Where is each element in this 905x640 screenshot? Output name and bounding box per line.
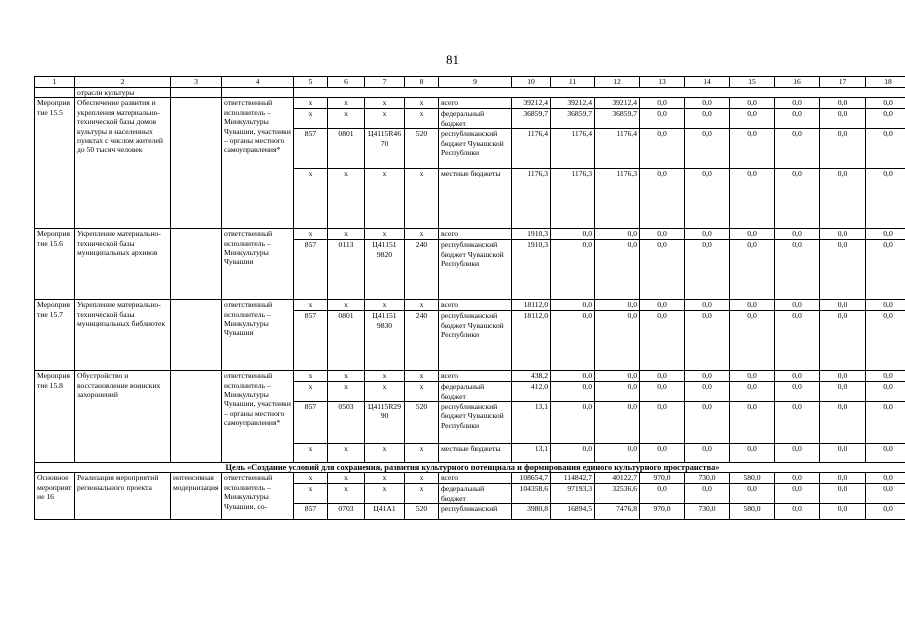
- table-cell: республиканский: [439, 504, 512, 520]
- table-cell: 0,0: [551, 382, 595, 402]
- table-cell: 0,0: [820, 402, 866, 444]
- table-cell: x: [365, 109, 405, 129]
- table-cell: x: [294, 473, 328, 484]
- table-row: [35, 98, 905, 109]
- table-cell: 0,0: [640, 240, 685, 300]
- table-cell: x: [405, 98, 439, 109]
- table-cell: 1176,3: [595, 169, 640, 229]
- table-cell: 520: [405, 504, 439, 520]
- table-cell: 0,0: [595, 311, 640, 371]
- table-cell: 0,0: [595, 444, 640, 463]
- table-cell: 0,0: [866, 402, 905, 444]
- table-cell: 0,0: [685, 371, 730, 382]
- table-cell: 0,0: [820, 444, 866, 463]
- table-cell: 0,0: [866, 444, 905, 463]
- table-cell: x: [328, 300, 365, 311]
- table-cell: 0,0: [685, 484, 730, 504]
- table-cell: 0,0: [595, 382, 640, 402]
- table-cell: всего: [439, 229, 512, 240]
- column-header: 17: [820, 77, 866, 88]
- table-cell: 0,0: [866, 300, 905, 311]
- column-header: 6: [328, 77, 365, 88]
- table-cell: 730,0: [685, 473, 730, 484]
- table-cell: Укрепление материально-технической базы муниципальных архивов: [75, 229, 171, 300]
- table-cell: x: [405, 371, 439, 382]
- table-cell: 0,0: [866, 229, 905, 240]
- table-cell: x: [405, 169, 439, 229]
- table-cell: 0,0: [730, 444, 775, 463]
- table-cell: 36859,7: [551, 109, 595, 129]
- table-cell: 0,0: [820, 311, 866, 371]
- table-cell: 0,0: [640, 444, 685, 463]
- table-cell: 0,0: [640, 229, 685, 240]
- table-cell: 0,0: [685, 98, 730, 109]
- table-cell: 412,0: [512, 382, 551, 402]
- table-cell: [171, 371, 222, 463]
- table-cell: Ц4115R2990: [365, 402, 405, 444]
- table-cell: 970,0: [640, 504, 685, 520]
- table-cell: x: [294, 371, 328, 382]
- table-cell: 0,0: [730, 98, 775, 109]
- table-cell: 0,0: [866, 382, 905, 402]
- table-row: [35, 473, 905, 484]
- table-cell: 0,0: [730, 300, 775, 311]
- table-cell: Мероприятие 15.8: [35, 371, 75, 463]
- table-cell: 0,0: [730, 484, 775, 504]
- table-cell: 18112,0: [512, 300, 551, 311]
- table-cell: Основное мероприятие 16: [35, 473, 75, 520]
- table-cell: 1910,3: [512, 229, 551, 240]
- table-row: [35, 88, 905, 98]
- column-header: 9: [439, 77, 512, 88]
- table-cell: 0,0: [640, 311, 685, 371]
- table-cell: 0,0: [685, 382, 730, 402]
- table-cell: x: [365, 371, 405, 382]
- table-cell: 0,0: [866, 311, 905, 371]
- table-cell: 0,0: [685, 129, 730, 169]
- table-cell: 1176,3: [551, 169, 595, 229]
- table-cell: 36859,7: [595, 109, 640, 129]
- table-cell: 0,0: [775, 129, 820, 169]
- table-cell: Мероприятие 15.5: [35, 98, 75, 229]
- table-cell: 0,0: [685, 169, 730, 229]
- table-cell: всего: [439, 371, 512, 382]
- table-cell: 0,0: [730, 169, 775, 229]
- table-cell: 580,0: [730, 473, 775, 484]
- table-cell: x: [405, 109, 439, 129]
- table-cell: местные бюджеты: [439, 444, 512, 463]
- table-cell: ответственный исполнитель – Минкультуры Чувашии, участники – органы местного самоуправления*: [222, 98, 294, 229]
- column-header: 12: [595, 77, 640, 88]
- page-number: 81: [446, 52, 459, 67]
- table-cell: [171, 300, 222, 371]
- column-header: 2: [75, 77, 171, 88]
- column-header: 8: [405, 77, 439, 88]
- table-cell: x: [328, 371, 365, 382]
- table-cell: x: [405, 473, 439, 484]
- table-cell: x: [365, 300, 405, 311]
- table-cell: 0,0: [775, 504, 820, 520]
- table-cell: 0,0: [775, 473, 820, 484]
- table-cell: республиканский бюджет Чувашской Республики: [439, 402, 512, 444]
- table-cell: 0,0: [775, 484, 820, 504]
- budget-table: [34, 76, 905, 520]
- table-cell: 0,0: [866, 473, 905, 484]
- table-cell: отрасли культуры: [75, 88, 171, 98]
- table-cell: [35, 88, 75, 98]
- table-cell: 108654,7: [512, 473, 551, 484]
- table-cell: 39212,4: [551, 98, 595, 109]
- table-cell: x: [328, 444, 365, 463]
- goal-heading: Цель «Создание условий для сохранения, развития культурного потенциала и формирования единого культурного пространства»: [35, 463, 905, 473]
- table-cell: 0,0: [595, 240, 640, 300]
- table-cell: 0,0: [775, 444, 820, 463]
- column-header: 7: [365, 77, 405, 88]
- table-cell: 1176,4: [595, 129, 640, 169]
- table-cell: 0,0: [730, 109, 775, 129]
- table-cell: 0,0: [775, 371, 820, 382]
- table-cell: 0801: [328, 129, 365, 169]
- table-cell: 0,0: [866, 484, 905, 504]
- table-cell: x: [294, 300, 328, 311]
- table-cell: 0,0: [551, 229, 595, 240]
- header-row: [35, 77, 905, 88]
- table-cell: всего: [439, 98, 512, 109]
- column-header: 16: [775, 77, 820, 88]
- table-cell: 0,0: [775, 229, 820, 240]
- table-cell: 0,0: [820, 109, 866, 129]
- table-cell: x: [294, 382, 328, 402]
- table-cell: 0,0: [595, 371, 640, 382]
- table-cell: [171, 88, 222, 98]
- table-cell: x: [294, 109, 328, 129]
- table-cell: федеральный бюджет: [439, 382, 512, 402]
- table-cell: республиканский бюджет Чувашской Республики: [439, 240, 512, 300]
- table-cell: x: [365, 169, 405, 229]
- table-cell: Ц41151 9820: [365, 240, 405, 300]
- table-cell: 36859,7: [512, 109, 551, 129]
- table-cell: 0,0: [775, 109, 820, 129]
- table-cell: 0,0: [685, 402, 730, 444]
- table-cell: 0,0: [866, 371, 905, 382]
- table-cell: x: [365, 229, 405, 240]
- table-cell: 0,0: [820, 300, 866, 311]
- table-cell: x: [405, 484, 439, 504]
- table-cell: 0,0: [866, 129, 905, 169]
- column-header: 11: [551, 77, 595, 88]
- table-cell: 18112,0: [512, 311, 551, 371]
- table-cell: [222, 88, 294, 98]
- table-cell: 0,0: [775, 382, 820, 402]
- column-header: 14: [685, 77, 730, 88]
- table-cell: Ц41151 9830: [365, 311, 405, 371]
- table-cell: 0,0: [685, 109, 730, 129]
- table-cell: x: [328, 229, 365, 240]
- table-cell: x: [294, 98, 328, 109]
- table-cell: 0,0: [730, 402, 775, 444]
- table-cell: x: [328, 473, 365, 484]
- table-cell: x: [405, 229, 439, 240]
- table-cell: 0,0: [820, 504, 866, 520]
- table-cell: 0,0: [775, 98, 820, 109]
- table-cell: 0,0: [820, 98, 866, 109]
- table-cell: федеральный бюджет: [439, 484, 512, 504]
- table-cell: 0,0: [820, 371, 866, 382]
- table-row: [35, 371, 905, 382]
- table-cell: 580,0: [730, 504, 775, 520]
- table-cell: 970,0: [640, 473, 685, 484]
- table-cell: 13,1: [512, 444, 551, 463]
- table-cell: 39212,4: [512, 98, 551, 109]
- table-cell: 857: [294, 129, 328, 169]
- table-cell: x: [294, 229, 328, 240]
- table-cell: 438,2: [512, 371, 551, 382]
- table-cell: 0,0: [820, 229, 866, 240]
- table-cell: Укрепление материально-технической базы муниципальных библиотек: [75, 300, 171, 371]
- table-cell: x: [328, 484, 365, 504]
- table-cell: 0,0: [640, 371, 685, 382]
- table-cell: Реализация мероприятий регионального проекта: [75, 473, 171, 520]
- table-cell: 16894,5: [551, 504, 595, 520]
- table-cell: 0,0: [820, 129, 866, 169]
- table-cell: 0,0: [640, 382, 685, 402]
- table-cell: республиканский бюджет Чувашской Республики: [439, 129, 512, 169]
- table-cell: x: [328, 382, 365, 402]
- table-cell: [294, 88, 905, 98]
- column-header: 5: [294, 77, 328, 88]
- table-cell: 97193,3: [551, 484, 595, 504]
- table-cell: 1910,3: [512, 240, 551, 300]
- column-header: 13: [640, 77, 685, 88]
- table-cell: местные бюджеты: [439, 169, 512, 229]
- table-cell: ответственный исполнитель – Минкультуры Чувашии: [222, 300, 294, 371]
- table-cell: 7476,8: [595, 504, 640, 520]
- table-cell: x: [365, 98, 405, 109]
- goal-row: [35, 463, 905, 473]
- table-cell: 0,0: [866, 240, 905, 300]
- table-cell: 0,0: [685, 229, 730, 240]
- table-cell: 0,0: [775, 402, 820, 444]
- column-header: 1: [35, 77, 75, 88]
- table-cell: всего: [439, 300, 512, 311]
- table-cell: 0,0: [685, 311, 730, 371]
- table-cell: 857: [294, 402, 328, 444]
- table-cell: 0,0: [640, 300, 685, 311]
- table-cell: 0,0: [820, 382, 866, 402]
- table-cell: 114842,7: [551, 473, 595, 484]
- table-cell: ответственный исполнитель – Минкультуры Чувашии: [222, 229, 294, 300]
- table-cell: 0,0: [640, 109, 685, 129]
- table-cell: 104358,6: [512, 484, 551, 504]
- table-cell: 0,0: [551, 311, 595, 371]
- column-header: 15: [730, 77, 775, 88]
- table-cell: 0,0: [730, 382, 775, 402]
- table-cell: 0,0: [730, 240, 775, 300]
- table-cell: 0,0: [866, 98, 905, 109]
- table-cell: x: [328, 169, 365, 229]
- table-cell: x: [405, 382, 439, 402]
- table-cell: 0,0: [640, 169, 685, 229]
- table-cell: 0,0: [640, 129, 685, 169]
- table-cell: 3980,8: [512, 504, 551, 520]
- table-cell: x: [294, 484, 328, 504]
- table-cell: 39212,4: [595, 98, 640, 109]
- table-cell: 0,0: [551, 402, 595, 444]
- table-cell: 0,0: [866, 504, 905, 520]
- table-cell: x: [365, 382, 405, 402]
- table-cell: Ц41А1: [365, 504, 405, 520]
- table-cell: 0,0: [820, 473, 866, 484]
- table-cell: 0703: [328, 504, 365, 520]
- table-cell: 0,0: [730, 371, 775, 382]
- table-row: [35, 229, 905, 240]
- table-cell: 1176,4: [512, 129, 551, 169]
- table-cell: 520: [405, 402, 439, 444]
- table-cell: 0,0: [551, 300, 595, 311]
- table-cell: Мероприятие 15.7: [35, 300, 75, 371]
- table-cell: 1176,3: [512, 169, 551, 229]
- table-cell: 0,0: [866, 109, 905, 129]
- table-cell: x: [328, 109, 365, 129]
- table-cell: Обеспечение развития и укрепления материально-технической базы домов культуры в населенных пунктах с числом жителей до 50 тысяч человек: [75, 98, 171, 229]
- table-cell: Обустройство и восстановление воинских захоронений: [75, 371, 171, 463]
- table-cell: Ц4115R4670: [365, 129, 405, 169]
- table-cell: 0,0: [640, 484, 685, 504]
- table-cell: x: [365, 444, 405, 463]
- table-cell: 32536,6: [595, 484, 640, 504]
- table-cell: 0,0: [820, 240, 866, 300]
- table-cell: 0,0: [775, 169, 820, 229]
- table-cell: 857: [294, 311, 328, 371]
- table-cell: 13,1: [512, 402, 551, 444]
- table-cell: 0,0: [775, 311, 820, 371]
- table-cell: x: [294, 444, 328, 463]
- table-cell: x: [365, 473, 405, 484]
- table-cell: 0,0: [866, 169, 905, 229]
- table-cell: x: [328, 98, 365, 109]
- table-cell: 0,0: [595, 229, 640, 240]
- table-row: [35, 300, 905, 311]
- table-cell: 240: [405, 311, 439, 371]
- table-cell: Мероприятие 15.6: [35, 229, 75, 300]
- table-cell: 0,0: [595, 402, 640, 444]
- column-header: 4: [222, 77, 294, 88]
- table-cell: 0,0: [775, 300, 820, 311]
- table-cell: x: [365, 484, 405, 504]
- column-header: 10: [512, 77, 551, 88]
- table-cell: 0,0: [685, 240, 730, 300]
- table-cell: 0,0: [551, 240, 595, 300]
- table-cell: 0,0: [640, 402, 685, 444]
- table-cell: 0,0: [730, 229, 775, 240]
- table-cell: [171, 229, 222, 300]
- table-cell: x: [294, 169, 328, 229]
- table-cell: 0,0: [820, 169, 866, 229]
- table-cell: x: [405, 300, 439, 311]
- table-cell: 0113: [328, 240, 365, 300]
- table-cell: 1176,4: [551, 129, 595, 169]
- table-cell: 40122,7: [595, 473, 640, 484]
- table-cell: 0503: [328, 402, 365, 444]
- table-cell: 730,0: [685, 504, 730, 520]
- table-cell: ответственный исполнитель – Минкультуры Чувашии, со-: [222, 473, 294, 520]
- table-cell: республиканский бюджет Чувашской Республики: [439, 311, 512, 371]
- table-cell: всего: [439, 473, 512, 484]
- table-cell: 520: [405, 129, 439, 169]
- table-cell: 0,0: [685, 444, 730, 463]
- table-cell: 857: [294, 504, 328, 520]
- table-cell: 240: [405, 240, 439, 300]
- column-header: 3: [171, 77, 222, 88]
- table-cell: федеральный бюджет: [439, 109, 512, 129]
- table-cell: x: [405, 444, 439, 463]
- table-cell: 0,0: [551, 371, 595, 382]
- table-cell: 0,0: [820, 484, 866, 504]
- table-cell: 0,0: [685, 300, 730, 311]
- table-cell: 0,0: [551, 444, 595, 463]
- table-cell: 857: [294, 240, 328, 300]
- table-cell: 0,0: [730, 129, 775, 169]
- table-cell: 0801: [328, 311, 365, 371]
- table-cell: интенсивная модернизация: [171, 473, 222, 520]
- table-cell: ответственный исполнитель – Минкультуры Чувашии, участники – органы местного самоуправления*: [222, 371, 294, 463]
- column-header: 18: [866, 77, 905, 88]
- table-cell: 0,0: [775, 240, 820, 300]
- table-cell: 0,0: [595, 300, 640, 311]
- table-cell: [171, 98, 222, 229]
- table-cell: 0,0: [730, 311, 775, 371]
- table-cell: 0,0: [640, 98, 685, 109]
